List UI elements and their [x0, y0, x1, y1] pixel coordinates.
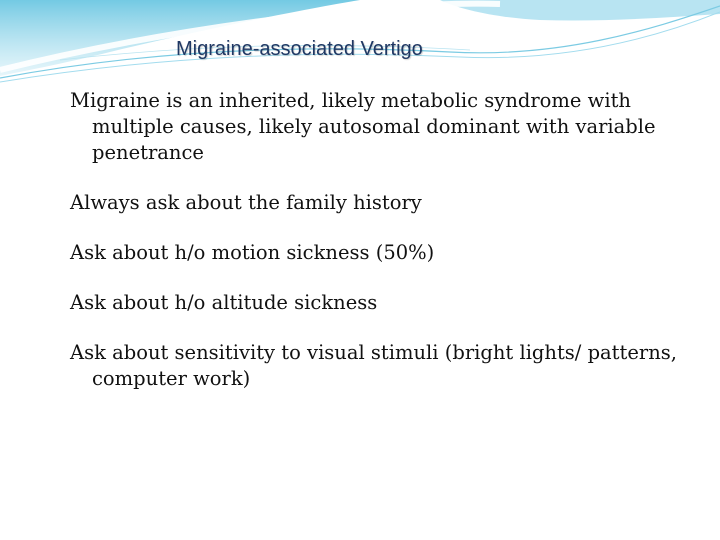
list-item: Ask about h/o motion sickness (50%) — [70, 241, 435, 264]
list-item: Always ask about the family history — [70, 191, 422, 214]
slide-title: Migraine-associated Vertigo — [176, 38, 423, 60]
bullet-list — [70, 88, 690, 416]
list-item: Ask about h/o altitude sickness — [70, 291, 378, 314]
list-item: Ask about sensitivity to visual stimuli (bright lights/ patterns, computer work) — [70, 341, 677, 390]
list-item: Migraine is an inherited, likely metabolic syndrome with multiple causes, likely autosomal dominant with variable penetrance — [70, 89, 656, 164]
